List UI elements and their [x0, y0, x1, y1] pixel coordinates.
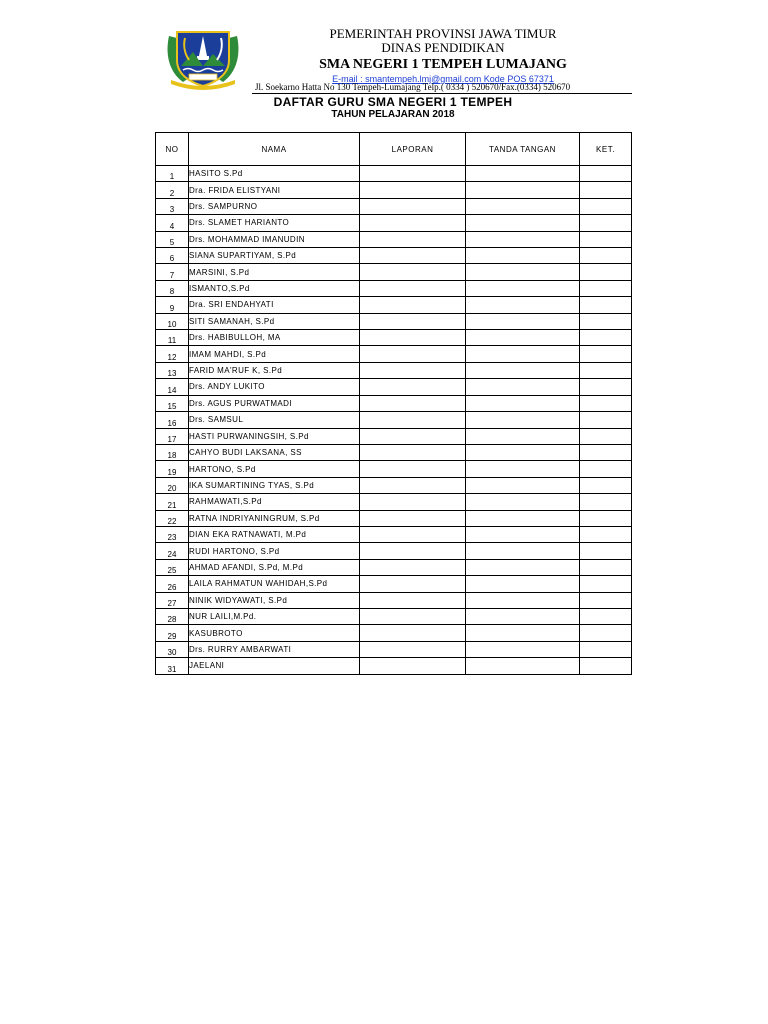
tanda-tangan-cell [466, 510, 580, 526]
ket-cell [580, 461, 632, 477]
table-row [156, 166, 632, 182]
table-row [156, 526, 632, 542]
laporan-cell [360, 526, 466, 542]
row-number: 9 [156, 297, 189, 313]
row-number: 6 [156, 248, 189, 264]
row-name: Dra. SRI ENDAHYATI [189, 297, 360, 313]
row-number: 15 [156, 395, 189, 411]
table-row [156, 313, 632, 329]
government-name: PEMERINTAH PROVINSI JAWA TIMUR [329, 26, 557, 41]
row-name: LAILA RAHMATUN WAHIDAH,S.Pd [189, 576, 360, 592]
row-number: 10 [156, 313, 189, 329]
row-name: JAELANI [189, 658, 360, 674]
ket-cell [580, 362, 632, 378]
table-row [156, 215, 632, 231]
tanda-tangan-cell [466, 330, 580, 346]
tanda-tangan-cell [466, 313, 580, 329]
row-name: IMAM MAHDI, S.Pd [189, 346, 360, 362]
laporan-cell [360, 198, 466, 214]
tanda-tangan-cell [466, 297, 580, 313]
table-row [156, 248, 632, 264]
table-row [156, 444, 632, 460]
row-number: 18 [156, 444, 189, 460]
row-name: SITI SAMANAH, S.Pd [189, 313, 360, 329]
address-line: Jl. Soekarno Hatta No 130 Tempeh-Lumajang Telp.( 0334 ) 520670/Fax.(0334) 520670 [255, 82, 571, 92]
table-body [156, 166, 632, 675]
header-no: NO [156, 133, 189, 166]
table-row [156, 379, 632, 395]
tanda-tangan-cell [466, 362, 580, 378]
row-number: 24 [156, 543, 189, 559]
tanda-tangan-cell [466, 477, 580, 493]
ket-cell [580, 297, 632, 313]
tanda-tangan-cell [466, 215, 580, 231]
header-nama: NAMA [189, 133, 360, 166]
table-header-row [156, 133, 632, 166]
laporan-cell [360, 231, 466, 247]
laporan-cell [360, 297, 466, 313]
row-number: 16 [156, 412, 189, 428]
tanda-tangan-cell [466, 412, 580, 428]
laporan-cell [360, 494, 466, 510]
laporan-cell [360, 166, 466, 182]
tanda-tangan-cell [466, 494, 580, 510]
table-row [156, 412, 632, 428]
table-row [156, 510, 632, 526]
laporan-cell [360, 313, 466, 329]
ket-cell [580, 576, 632, 592]
table-row [156, 264, 632, 280]
row-name: Drs. SLAMET HARIANTO [189, 215, 360, 231]
document-subtitle: TAHUN PELAJARAN 2018 [331, 109, 455, 120]
row-number: 31 [156, 658, 189, 674]
row-number: 23 [156, 526, 189, 542]
row-number: 7 [156, 264, 189, 280]
laporan-cell [360, 559, 466, 575]
laporan-cell [360, 510, 466, 526]
row-number: 12 [156, 346, 189, 362]
ket-cell [580, 198, 632, 214]
tanda-tangan-cell [466, 379, 580, 395]
row-name: SIANA SUPARTIYAM, S.Pd [189, 248, 360, 264]
laporan-cell [360, 248, 466, 264]
ket-cell [580, 264, 632, 280]
row-name: FARID MA'RUF K, S.Pd [189, 362, 360, 378]
tanda-tangan-cell [466, 280, 580, 296]
ket-cell [580, 428, 632, 444]
ket-cell [580, 658, 632, 674]
tanda-tangan-cell [466, 248, 580, 264]
laporan-cell [360, 576, 466, 592]
row-number: 2 [156, 182, 189, 198]
laporan-cell [360, 264, 466, 280]
tanda-tangan-cell [466, 166, 580, 182]
row-name: HASTI PURWANINGSIH, S.Pd [189, 428, 360, 444]
row-name: Drs. RURRY AMBARWATI [189, 641, 360, 657]
document-title: DAFTAR GURU SMA NEGERI 1 TEMPEH [273, 95, 513, 109]
laporan-cell [360, 592, 466, 608]
table-row [156, 494, 632, 510]
laporan-cell [360, 641, 466, 657]
ket-cell [580, 313, 632, 329]
row-number: 8 [156, 280, 189, 296]
table-row [156, 182, 632, 198]
table-row [156, 297, 632, 313]
school-name: SMA NEGERI 1 TEMPEH LUMAJANG [319, 57, 567, 72]
row-number: 5 [156, 231, 189, 247]
table-row [156, 198, 632, 214]
row-name: Drs. SAMSUL [189, 412, 360, 428]
table-row [156, 477, 632, 493]
teacher-roster-table [155, 132, 632, 675]
table-row [156, 395, 632, 411]
table-row [156, 559, 632, 575]
header-tanda-tangan: TANDA TANGAN [466, 133, 580, 166]
row-number: 21 [156, 494, 189, 510]
laporan-cell [360, 395, 466, 411]
ket-cell [580, 248, 632, 264]
table-row [156, 576, 632, 592]
ket-cell [580, 559, 632, 575]
row-name: ISMANTO,S.Pd [189, 280, 360, 296]
row-name: NINIK WIDYAWATI, S.Pd [189, 592, 360, 608]
row-number: 14 [156, 379, 189, 395]
table-row [156, 280, 632, 296]
tanda-tangan-cell [466, 526, 580, 542]
row-name: Dra. FRIDA ELISTYANI [189, 182, 360, 198]
ket-cell [580, 182, 632, 198]
row-number: 22 [156, 510, 189, 526]
ket-cell [580, 592, 632, 608]
row-name: Drs. HABIBULLOH, MA [189, 330, 360, 346]
row-name: HARTONO, S.Pd [189, 461, 360, 477]
table-row [156, 346, 632, 362]
laporan-cell [360, 379, 466, 395]
table-row [156, 231, 632, 247]
row-number: 3 [156, 198, 189, 214]
row-name: DIAN EKA RATNAWATI, M.Pd [189, 526, 360, 542]
laporan-cell [360, 330, 466, 346]
row-name: Drs. SAMPURNO [189, 198, 360, 214]
laporan-cell [360, 346, 466, 362]
row-name: HASITO S.Pd [189, 166, 360, 182]
row-name: RATNA INDRIYANINGRUM, S.Pd [189, 510, 360, 526]
email-link[interactable]: E-mail : smantempeh.lmj@gmail.com Kode POS 67371 [332, 74, 554, 84]
table-row [156, 428, 632, 444]
tanda-tangan-cell [466, 264, 580, 280]
ket-cell [580, 625, 632, 641]
letterhead [0, 0, 768, 95]
ket-cell [580, 346, 632, 362]
laporan-cell [360, 461, 466, 477]
row-number: 30 [156, 641, 189, 657]
table-row [156, 543, 632, 559]
row-number: 28 [156, 608, 189, 624]
row-name: NUR LAILI,M.Pd. [189, 608, 360, 624]
row-name: Drs. MOHAMMAD IMANUDIN [189, 231, 360, 247]
ket-cell [580, 379, 632, 395]
laporan-cell [360, 362, 466, 378]
row-number: 1 [156, 166, 189, 182]
row-number: 11 [156, 330, 189, 346]
row-number: 19 [156, 461, 189, 477]
tanda-tangan-cell [466, 231, 580, 247]
row-name: IKA SUMARTINING TYAS, S.Pd [189, 477, 360, 493]
row-name: MARSINI, S.Pd [189, 264, 360, 280]
tanda-tangan-cell [466, 576, 580, 592]
tanda-tangan-cell [466, 608, 580, 624]
tanda-tangan-cell [466, 444, 580, 460]
row-name: Drs. ANDY LUKITO [189, 379, 360, 395]
row-number: 17 [156, 428, 189, 444]
ket-cell [580, 608, 632, 624]
tanda-tangan-cell [466, 658, 580, 674]
tanda-tangan-cell [466, 625, 580, 641]
ket-cell [580, 166, 632, 182]
ket-cell [580, 395, 632, 411]
laporan-cell [360, 625, 466, 641]
table-row [156, 461, 632, 477]
header-laporan: LAPORAN [360, 133, 466, 166]
laporan-cell [360, 543, 466, 559]
ket-cell [580, 641, 632, 657]
table-row [156, 330, 632, 346]
tanda-tangan-cell [466, 543, 580, 559]
row-number: 27 [156, 592, 189, 608]
row-name: RAHMAWATI,S.Pd [189, 494, 360, 510]
row-number: 25 [156, 559, 189, 575]
department-name: DINAS PENDIDIKAN [381, 40, 505, 55]
row-number: 20 [156, 477, 189, 493]
ket-cell [580, 510, 632, 526]
table-row [156, 592, 632, 608]
table-row [156, 625, 632, 641]
laporan-cell [360, 412, 466, 428]
ket-cell [580, 543, 632, 559]
laporan-cell [360, 658, 466, 674]
table-row [156, 641, 632, 657]
ket-cell [580, 231, 632, 247]
ket-cell [580, 477, 632, 493]
ket-cell [580, 215, 632, 231]
row-number: 4 [156, 215, 189, 231]
laporan-cell [360, 280, 466, 296]
laporan-cell [360, 477, 466, 493]
row-number: 26 [156, 576, 189, 592]
tanda-tangan-cell [466, 182, 580, 198]
row-number: 13 [156, 362, 189, 378]
row-name: KASUBROTO [189, 625, 360, 641]
table-row [156, 362, 632, 378]
laporan-cell [360, 428, 466, 444]
row-number: 29 [156, 625, 189, 641]
table-row [156, 608, 632, 624]
tanda-tangan-cell [466, 559, 580, 575]
tanda-tangan-cell [466, 641, 580, 657]
row-name: RUDI HARTONO, S.Pd [189, 543, 360, 559]
ket-cell [580, 494, 632, 510]
laporan-cell [360, 215, 466, 231]
tanda-tangan-cell [466, 428, 580, 444]
tanda-tangan-cell [466, 346, 580, 362]
laporan-cell [360, 608, 466, 624]
tanda-tangan-cell [466, 461, 580, 477]
ket-cell [580, 280, 632, 296]
tanda-tangan-cell [466, 198, 580, 214]
row-name: AHMAD AFANDI, S.Pd, M.Pd [189, 559, 360, 575]
row-name: Drs. AGUS PURWATMADI [189, 395, 360, 411]
tanda-tangan-cell [466, 592, 580, 608]
header-ket: KET. [580, 133, 632, 166]
laporan-cell [360, 182, 466, 198]
row-name: CAHYO BUDI LAKSANA, SS [189, 444, 360, 460]
ket-cell [580, 412, 632, 428]
letterhead-divider [252, 93, 632, 94]
ket-cell [580, 444, 632, 460]
ket-cell [580, 526, 632, 542]
ket-cell [580, 330, 632, 346]
laporan-cell [360, 444, 466, 460]
tanda-tangan-cell [466, 395, 580, 411]
table-row [156, 658, 632, 674]
